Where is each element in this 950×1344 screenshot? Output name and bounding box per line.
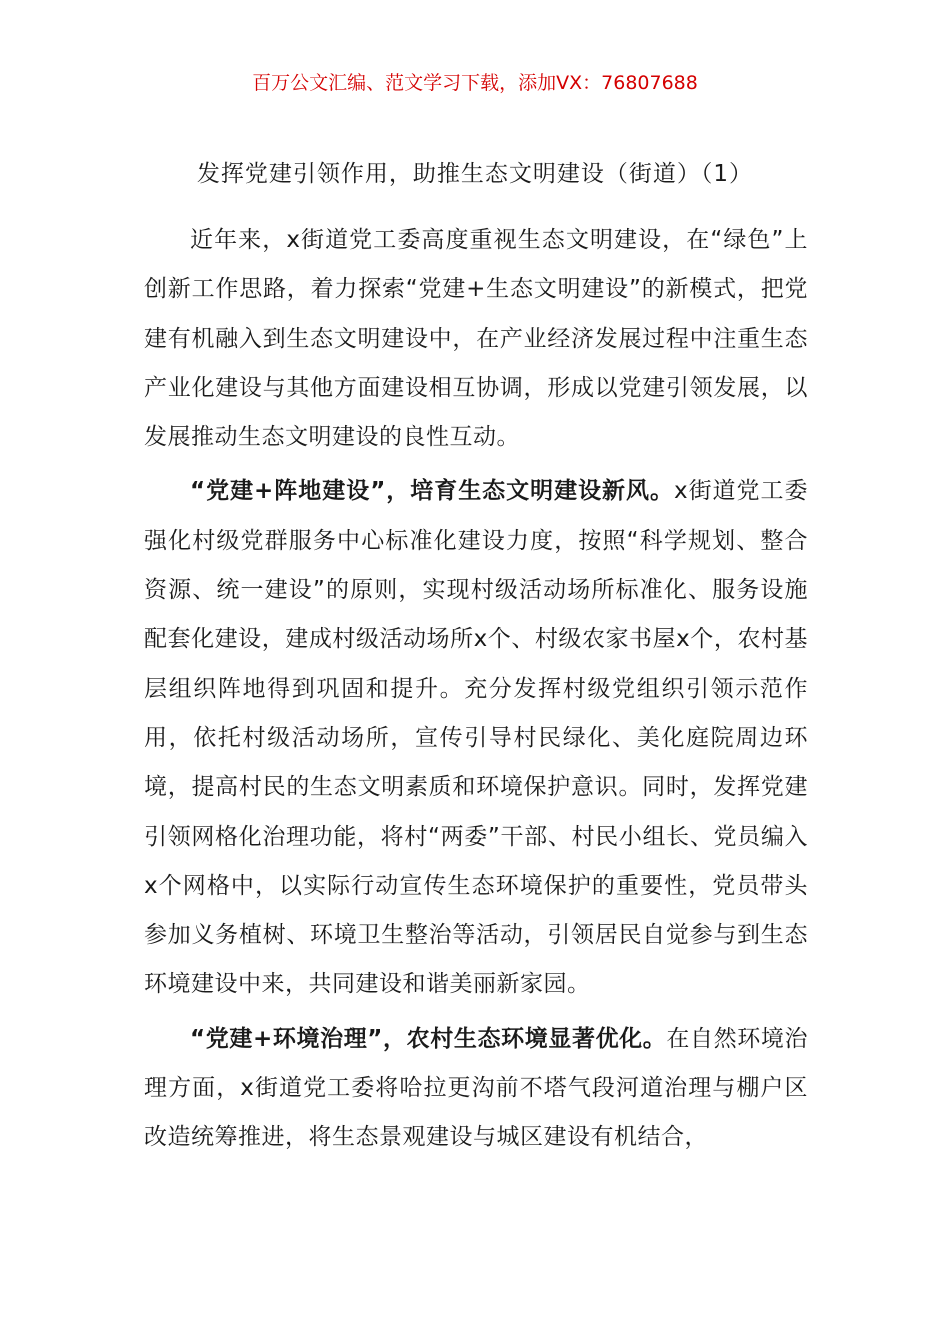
paragraph-position-building — [144, 467, 808, 1009]
paragraph-text: 在自然环境治理方面，x街道党工委将哈拉更沟前不塔气段河道治理与棚户区改造统筹推进，将生态景观建设与城区建设有机结合， — [144, 1025, 808, 1151]
promo-banner: 百万公文汇编、范文学习下载，添加VX：76807688 — [252, 72, 698, 94]
paragraph-text: 近年来，x街道党工委高度重视生态文明建设，在“绿色”上创新工作思路，着力探索“党建+生态文明建设”的新模式，把党建有机融入到生态文明建设中，在产业经济发展过程中注重生态产业化建设与其他方面建设相互协调，形成以党建引领发展，以发展推动生态文明建设的良性互动。 — [144, 227, 808, 451]
paragraph-text: x街道党工委强化村级党群服务中心标准化建设力度，按照“科学规划、整合资源、统一建设”的原则，实现村级活动场所标准化、服务设施配套化建设，建成村级活动场所x个、村级农家书屋x个，农村基层组织阵地得到巩固和提升。充分发挥村级党组织引领示范作用，依托村级活动场所，宣传引导村民绿化、美化庭院周边环境，提高村民的生态文明素质和环境保护意识。同时，发挥党建引领网格化治理功能，将村“两委”干部、村民小组长、党员编入x个网格中，以实际行动宣传生态环境保护的重要性，党员带头参加义务植树、环境卫生整治等活动，引领居民自觉参与到生态环境建设中来，共同建设和谐美丽新家园。 — [144, 478, 808, 998]
paragraph-lead-heading: “党建+阵地建设”，培育生态文明建设新风。 — [190, 478, 674, 505]
paragraph-lead-heading: “党建+环境治理”，农村生态环境显著优化。 — [190, 1025, 667, 1052]
document-body — [144, 216, 808, 1163]
paragraph-environment-governance — [144, 1015, 808, 1163]
document-title: 发挥党建引领作用，助推生态文明建设（街道）（1） — [196, 161, 754, 187]
paragraph-intro — [144, 216, 808, 462]
